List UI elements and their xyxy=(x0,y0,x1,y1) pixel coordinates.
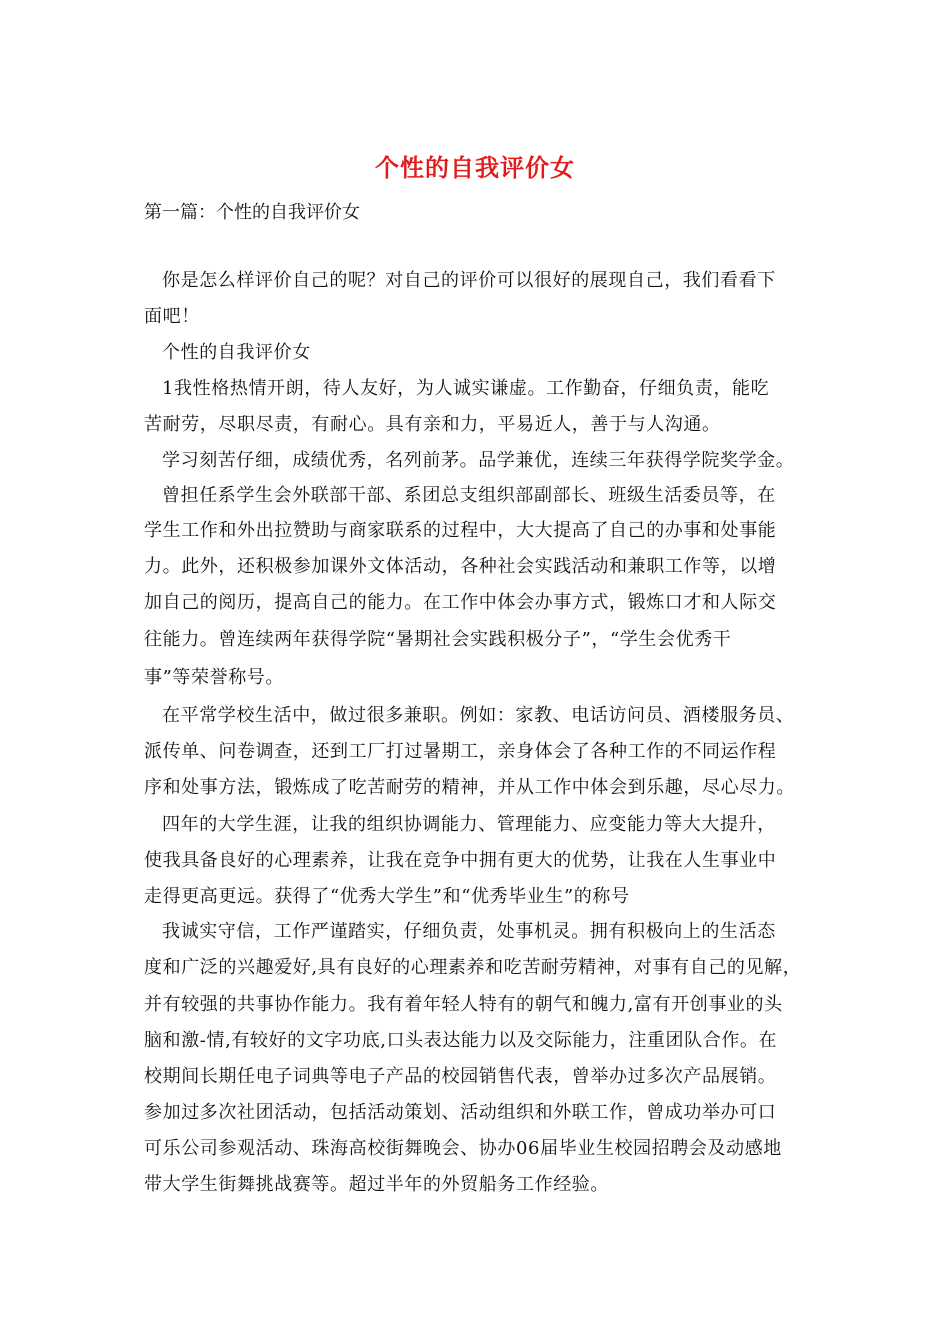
document-title: 个性的自我评价女 xyxy=(375,153,575,182)
body-line: 你是怎么样评价自己的呢？对自己的评价可以很好的展现自己，我们看看下 xyxy=(162,270,776,291)
body-line: 加自己的阅历，提高自己的能力。在工作中体会办事方式，锻炼口才和人际交 xyxy=(144,592,777,613)
body-line: 序和处事方法，锻炼成了吃苦耐劳的精神，并从工作中体会到乐趣，尽心尽力。 xyxy=(144,777,795,798)
body-line: 学习刻苦仔细，成绩优秀，名列前茅。品学兼优，连续三年获得学院奖学金。 xyxy=(162,450,795,471)
body-line: 参加过多次社团活动，包括活动策划、活动组织和外联工作，曾成功举办可口 xyxy=(144,1102,777,1123)
body-line: 使我具备良好的心理素养，让我在竞争中拥有更大的优势，让我在人生事业中 xyxy=(144,850,777,871)
body-line: 脑和激-情,有较好的文字功底,口头表达能力以及交际能力，注重团队合作。在 xyxy=(144,1030,778,1051)
body-line: 曾担任系学生会外联部干部、系团总支组织部副部长、班级生活委员等，在 xyxy=(162,485,776,506)
body-line: 走得更高更远。获得了“优秀大学生”和“优秀毕业生”的称号 xyxy=(144,886,630,907)
body-line: 校期间长期任电子词典等电子产品的校园销售代表，曾举办过多次产品展销。 xyxy=(144,1066,777,1087)
body-line: 个性的自我评价女 xyxy=(162,342,311,363)
body-line: 往能力。曾连续两年获得学院“暑期社会实践积极分子”，“学生会优秀干 xyxy=(144,629,732,650)
body-line: 事”等荣誉称号。 xyxy=(144,667,285,688)
body-line: 力。此外，还积极参加课外文体活动，各种社会实践活动和兼职工作等，以增 xyxy=(144,556,777,577)
body-line: 四年的大学生涯，让我的组织协调能力、管理能力、应变能力等大大提升， xyxy=(162,814,776,835)
body-line: 度和广泛的兴趣爱好,具有良好的心理素养和吃苦耐劳精神，对事有自己的见解， xyxy=(144,957,802,978)
body-line: 在平常学校生活中，做过很多兼职。例如：家教、电话访问员、酒楼服务员、 xyxy=(162,705,795,726)
body-line: 1我性格热情开朗，待人友好，为人诚实谦虚。工作勤奋，仔细负责，能吃 xyxy=(162,378,770,399)
body-line: 带大学生街舞挑战赛等。超过半年的外贸船务工作经验。 xyxy=(144,1174,609,1195)
body-line: 我诚实守信，工作严谨踏实，仔细负责，处事机灵。拥有积极向上的生活态 xyxy=(162,921,776,942)
body-line: 苦耐劳，尽职尽责，有耐心。具有亲和力，平易近人，善于与人沟通。 xyxy=(144,414,721,435)
body-line: 并有较强的共事协作能力。我有着年轻人特有的朝气和魄力,富有开创事业的头 xyxy=(144,994,783,1015)
body-line: 派传单、问卷调查，还到工厂打过暑期工，亲身体会了各种工作的不同运作程 xyxy=(144,741,777,762)
body-line: 学生工作和外出拉赞助与商家联系的过程中，大大提高了自己的办事和处事能 xyxy=(144,520,777,541)
body-line: 面吧！ xyxy=(144,306,200,327)
body-line: 可乐公司参观活动、珠海高校街舞晚会、协办06届毕业生校园招聘会及动感地 xyxy=(144,1138,782,1159)
document-subtitle: 第一篇：个性的自我评价女 xyxy=(144,202,360,223)
